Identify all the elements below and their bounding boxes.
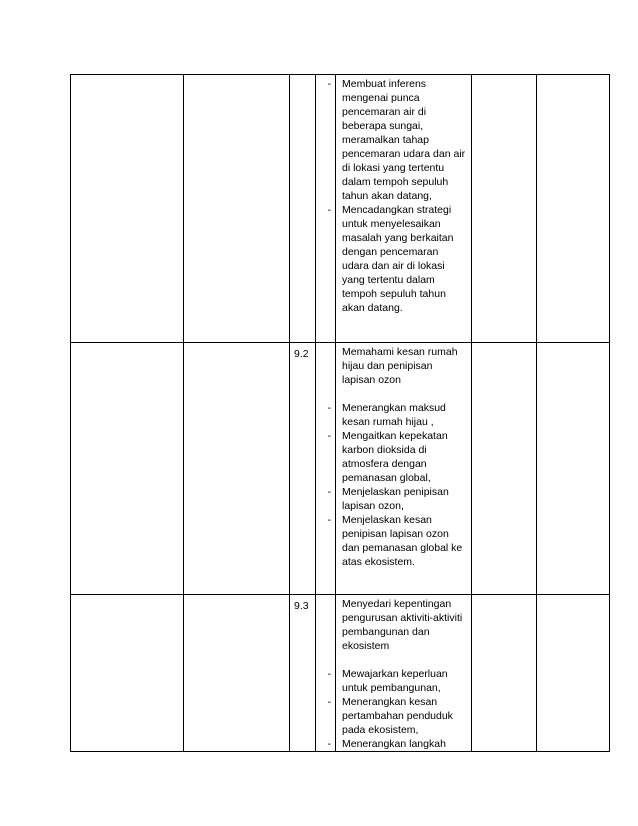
dash: - [327,738,331,750]
list-item: Menjelaskan penipisan lapisan ozon, [342,486,449,512]
list-item: Membuat inferens mengenai punca pencemaran air di beberapa sungai, meramalkan tahap pencemaran udara dan air di lokasi yang tertentu dalam tempoh sepuluh tahun akan datang, [342,78,466,202]
learning-code-cell [290,595,316,752]
table-row [71,343,610,595]
table-row [71,595,610,752]
empty-cell [472,595,537,752]
list-item: Mengaitkan kepekatan karbon dioksida di atmosfera dengan pemanasan global, [342,430,448,484]
empty-cell [472,343,537,595]
dash: - [327,402,331,414]
outcome-cell [336,595,472,752]
dash: - [327,204,331,216]
lesson-table [70,74,610,752]
empty-cell [71,595,184,752]
empty-cell [537,75,610,343]
dash-cell [316,75,336,343]
outcome-cell [336,343,472,595]
empty-cell [537,595,610,752]
dash-cell [316,343,336,595]
list-item: Menerangkan langkah [342,738,446,750]
outcome-cell [336,75,472,343]
empty-cell [71,75,184,343]
learning-code: 9.3 [294,600,309,612]
empty-cell [71,343,184,595]
list-item: Menerangkan maksud kesan rumah hijau , [342,402,446,428]
list-item: Mewajarkan keperluan untuk pembangunan, [342,668,448,694]
table-row [71,75,610,343]
empty-cell [537,343,610,595]
dash: - [327,696,331,708]
dash: - [327,668,331,680]
dash: - [327,514,331,526]
learning-code: 9.2 [294,348,309,360]
learning-code-cell [290,343,316,595]
empty-cell [184,595,290,752]
dash: - [327,486,331,498]
dash: - [327,78,331,90]
empty-cell [184,75,290,343]
dash-cell [316,595,336,752]
outcome-heading: Memahami kesan rumah hijau dan penipisan lapisan ozon [342,346,458,386]
list-item: Menerangkan kesan pertambahan penduduk pada ekosistem, [342,696,453,736]
outcome-heading: Menyedari kepentingan pengurusan aktiviti-aktiviti pembangunan dan ekosistem [342,598,463,652]
list-item: Mencadangkan strategi untuk menyelesaikan masalah yang berkaitan dengan pencemaran udara dan air di lokasi yang tertentu dalam tempoh sepuluh tahun akan datang. [342,204,454,314]
learning-code-cell [290,75,316,343]
list-item: Menjelaskan kesan penipisan lapisan ozon dan pemanasan global ke atas ekosistem. [342,514,463,568]
empty-cell [184,343,290,595]
dash: - [327,430,331,442]
empty-cell [472,75,537,343]
